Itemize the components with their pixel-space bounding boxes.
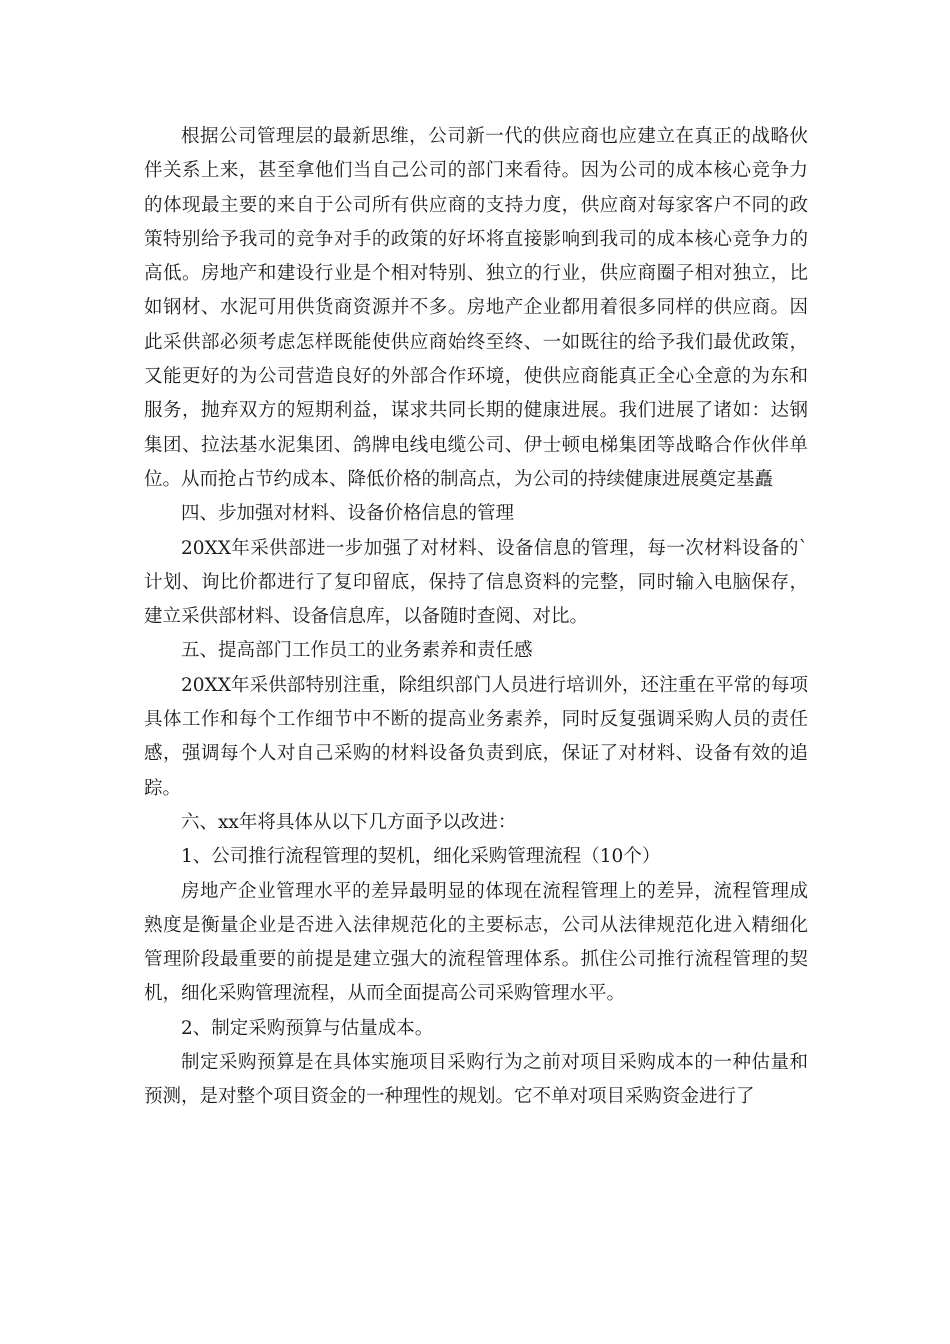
paragraph-price-info-management: 20XX年采供部进一步加强了对材料、设备信息的管理，每一次材料设备的`计划、询比价都进行了复印留底，保持了信息资料的完整，同时输入电脑保存，建立采供部材料、设备信息库，以备随时查阅、对比。: [144, 537, 808, 628]
paragraph-staff-quality: 20XX年采供部特别注重，除组织部门人员进行培训外，还注重在平常的每项具体工作和每个工作细节中不断的提高业务素养，同时反复强调采购人员的责任感，强调每个人对自己采购的材料设备负责到底，保证了对材料、设备有效的追踪。: [144, 674, 808, 799]
subheading-process-management: 1、公司推行流程管理的契机，细化采购管理流程（10个）: [181, 846, 661, 868]
heading-improvements: 六、xx年将具体从以下几方面予以改进：: [181, 811, 517, 833]
heading-staff-quality: 五、提高部门工作员工的业务素养和责任感: [181, 640, 533, 662]
paragraph-process-management: 房地产企业管理水平的差异最明显的体现在流程管理上的差异，流程管理成熟度是衡量企业是否进入法律规范化的主要标志，公司从法律规范化进入精细化管理阶段最重要的前提是建立强大的流程管理体系。抓住公司推行流程管理的契机，细化采购管理流程，从而全面提高公司采购管理水平。: [144, 880, 808, 1005]
paragraph-strategic-suppliers: 根据公司管理层的最新思维，公司新一代的供应商也应建立在真正的战略伙伴关系上来，甚至拿他们当自己公司的部门来看待。因为公司的成本核心竞争力的体现最主要的来自于公司所有供应商的支持力度，供应商对每家客户不同的政策特别给予我司的竞争对手的政策的好坏将直接影响到我司的成本核心竞争力的高低。房地产和建设行业是个相对特别、独立的行业，供应商圈子相对独立，比如钢材、水泥可用供货商资源并不多。房地产企业都用着很多同样的供应商。因此采供部必须考虑怎样既能使供应商始终至终、一如既往的给予我们最优政策，又能更好的为公司营造良好的外部合作环境，使供应商能真正全心全意的为东和服务，抛弃双方的短期利益，谋求共同长期的健康进展。我们进展了诸如：达钢集团、拉法基水泥集团、鸽牌电线电缆公司、伊士顿电梯集团等战略合作伙伴单位。从而抢占节约成本、降低价格的制高点，为公司的持续健康进展奠定基矗: [144, 126, 808, 490]
subheading-budget: 2、制定采购预算与估量成本。: [181, 1017, 434, 1039]
heading-price-info-management: 四、步加强对材料、设备价格信息的管理: [181, 503, 515, 525]
document-body: [144, 120, 808, 1115]
paragraph-budget: 制定采购预算是在具体实施项目采购行为之前对项目采购成本的一种估量和预测，是对整个项目资金的一种理性的规划。它不单对项目采购资金进行了: [144, 1052, 808, 1108]
